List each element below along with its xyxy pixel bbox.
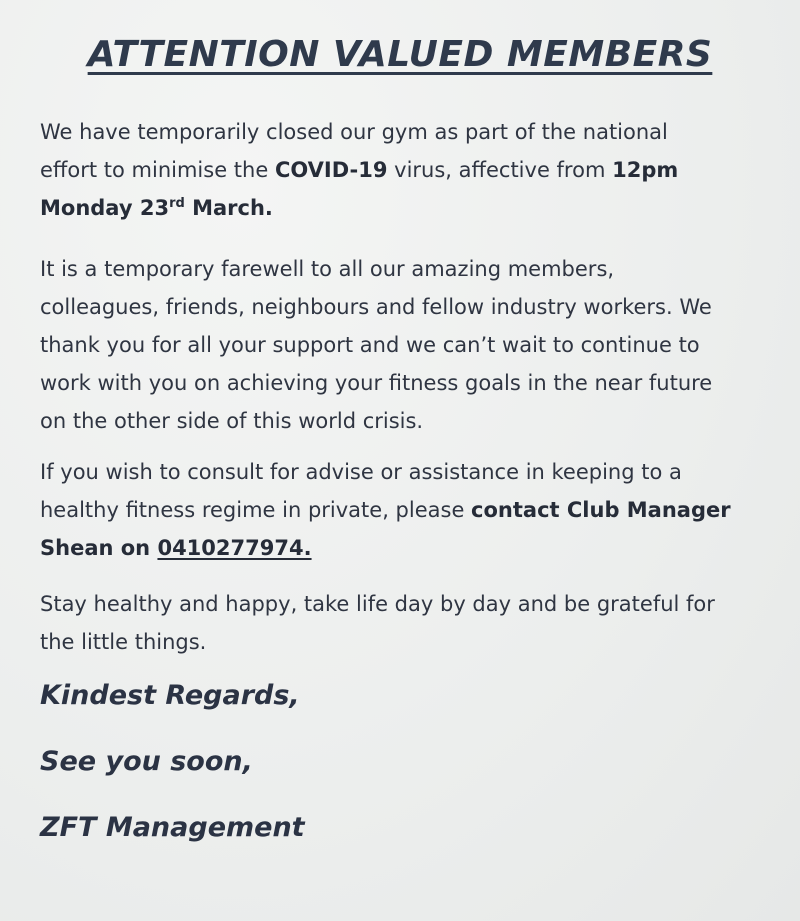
signoff-regards: Kindest Regards, [40,680,300,711]
signoff-see-you-soon: See you soon, [40,746,253,777]
wellbeing-line-2: the little things. [40,630,207,654]
manager-name: Shean on [40,536,158,560]
farewell-line-3: thank you for all your support and we can’t wait to continue to [40,333,700,357]
farewell-line-5: on the other side of this world crisis. [40,409,424,433]
phone-number[interactable]: 0410277974. [157,536,312,560]
farewell-line-2: colleagues, friends, neighbours and fellow industry workers. We [40,295,712,319]
closure-line-3 [40,189,760,227]
wellbeing-line-1: Stay healthy and happy, take life day by day and be grateful for [40,592,715,616]
farewell-line-1: It is a temporary farewell to all our amazing members, [40,257,615,281]
closure-month: March. [184,196,273,220]
signoff-management: ZFT Management [40,812,305,843]
wellbeing-paragraph [40,585,760,661]
contact-paragraph [40,453,760,567]
contact-line-3 [40,529,760,567]
farewell-line-4: work with you on achieving your fitness goals in the near future [40,371,713,395]
contact-line-2 [40,491,760,529]
closure-date: Monday 23 [40,196,170,220]
contact-line-1: If you wish to consult for advise or assistance in keeping to a [40,460,682,484]
closure-time: 12pm [612,158,679,182]
farewell-paragraph [40,250,760,440]
closure-paragraph [40,113,760,227]
contact-text: healthy fitness regime in private, please [40,498,472,522]
covid-label: COVID-19 [274,158,388,182]
closure-line-2 [40,151,760,189]
closure-text: virus, affective from [387,158,613,182]
contact-manager-label: contact Club Manager [471,498,731,522]
date-ordinal-suffix: rd [169,196,185,211]
notice-title: ATTENTION VALUED MEMBERS [87,34,713,75]
closure-text: effort to minimise the [40,158,275,182]
closure-line-1: We have temporarily closed our gym as part of the national [40,120,668,144]
